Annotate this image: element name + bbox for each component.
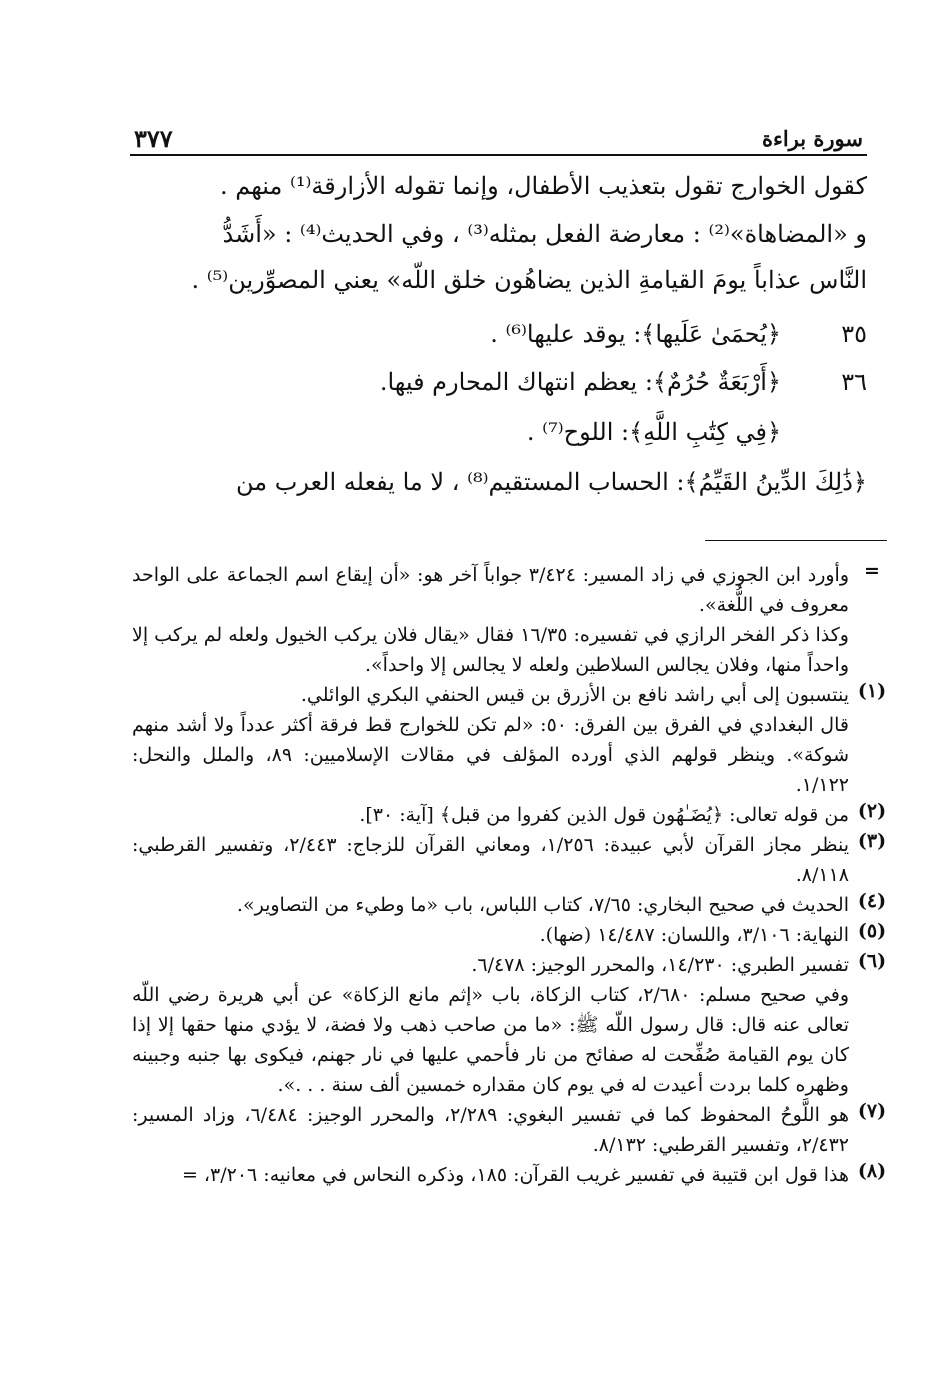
verse-gloss: ﴿فِي كِتَٰبِ اللَّهِ﴾: اللوح⁽⁷⁾ . xyxy=(526,418,781,446)
footnote-text: وفي صحيح مسلم: ٢/٦٨٠، كتاب الزكاة، باب «إثم مانع الزكاة» عن أبي هريرة رضي اللّه تعالى عنه قال: قال رسول اللّه ﷺ: «ما من صاحب ذهب ولا فضة، لا يؤدي منها حقها إلا إذا كان يوم القيامة صُفِّحت له صفائح من نار فأحمي عليها في نار جهنم، فيكوى بها جنبه وجبينه وظهره كلما بردت أعيدت له في يوم كان مقداره خمسين ألف سنة . . .». xyxy=(132,984,849,1096)
verse-gloss: ﴿ذَٰلِكَ الدِّينُ القَيِّمُ﴾: الحساب المستقيم⁽⁸⁾ ، لا ما يفعله العرب من xyxy=(236,468,867,496)
footnote-number: = xyxy=(864,560,880,582)
verse-entry xyxy=(130,320,867,360)
footnote xyxy=(132,890,889,920)
footnote-text: الحديث في صحيح البخاري: ٧/٦٥، كتاب اللباس، باب «ما وطيء من التصاوير». xyxy=(236,894,849,916)
text-line: النَّاس عذاباً يومَ القيامةِ الذين يضاهُون خلق اللّه» يعني المصوِّرين⁽⁵⁾ . xyxy=(191,266,867,294)
footnote-number: (٦) xyxy=(857,950,887,972)
verse-number: ٣٦ xyxy=(841,368,867,396)
verse-entry xyxy=(130,368,867,408)
footnote-text: تفسير الطبري: ١٤/٢٣٠، والمحرر الوجيز: ٦/٤٧٨. xyxy=(471,954,849,976)
footnote-number: (٢) xyxy=(857,800,887,822)
footnote-number: (١) xyxy=(857,680,887,702)
page-header xyxy=(130,118,867,156)
footnote-number: (٧) xyxy=(857,1100,887,1122)
footnote xyxy=(132,950,889,980)
verse-entry xyxy=(130,418,867,458)
text-line: و «المضاهاة»⁽²⁾ : معارضة الفعل بمثله⁽³⁾ ، وفي الحديث⁽⁴⁾ : «أَشَدُّ xyxy=(222,220,867,248)
page-number: ٣٧٧ xyxy=(134,124,173,153)
footnote xyxy=(132,830,889,890)
footnote-text: قال البغدادي في الفرق بين الفرق: ٥٠: «لم تكن للخوارج قط فرقة أكثر عدداً ولا أشد منهم شوكة». وينظر قولهم الذي أورده المؤلف في مقالات الإسلاميين: ٨٩، والملل والنحل: ١/١٢٢. xyxy=(132,714,849,796)
footnote xyxy=(132,620,889,680)
footnote-text: وكذا ذكر الفخر الرازي في تفسيره: ١٦/٣٥ فقال «يقال فلان يركب الخيول ولعله لم يركب إلا واحداً منها، وفلان يجالس السلاطين ولعله لا يجالس إلا واحداً». xyxy=(132,624,849,676)
footnote xyxy=(132,680,889,710)
footnote-text: النهاية: ٣/١٠٦، واللسان: ١٤/٤٨٧ (ضها). xyxy=(539,924,849,946)
footnotes xyxy=(132,560,889,1190)
footnote xyxy=(132,980,889,1100)
footnote-text: هذا قول ابن قتيبة في تفسير غريب القرآن: ١٨٥، وذكره النحاس في معانيه: ٣/٢٠٦، = xyxy=(181,1164,849,1186)
verse-number: ٣٥ xyxy=(841,320,867,348)
footnote-number: (٣) xyxy=(857,830,887,852)
verse-gloss: ﴿أَرْبَعَةٌ حُرُمٌ﴾: يعظم انتهاك المحارم فيها. xyxy=(379,368,781,396)
footnote-divider xyxy=(705,540,887,541)
footnote xyxy=(132,1100,889,1160)
footnote-text: من قوله تعالى: ﴿يُضَـٰهُون قول الذين كفروا من قبل﴾ [آية: ٣٠]. xyxy=(359,804,849,826)
text-line: كقول الخوارج تقول بتعذيب الأطفال، وإنما تقوله الأزارقة⁽¹⁾ منهم . xyxy=(219,172,867,200)
footnote-number: (٥) xyxy=(857,920,887,942)
verse-entry xyxy=(130,468,867,508)
footnote-text: ينتسبون إلى أبي راشد نافع بن الأزرق بن قيس الحنفي البكري الوائلي. xyxy=(300,684,849,706)
footnote xyxy=(132,800,889,830)
surah-title: سورة براءة xyxy=(761,126,863,151)
verse-gloss: ﴿يُحمَىٰ عَلَيها﴾: يوقد عليها⁽⁶⁾ . xyxy=(490,320,781,348)
footnote-text: وأورد ابن الجوزي في زاد المسير: ٣/٤٢٤ جواباً آخر هو: «أن إيقاع اسم الجماعة على الواحد معروف في اللُّغة». xyxy=(132,564,849,616)
footnote-text: ينظر مجاز القرآن لأبي عبيدة: ١/٢٥٦، ومعاني القرآن للزجاج: ٢/٤٤٣، وتفسير القرطبي: ٨/١١٨. xyxy=(132,834,849,886)
footnote xyxy=(132,1160,889,1190)
footnote xyxy=(132,920,889,950)
footnote xyxy=(132,710,889,800)
footnote xyxy=(132,560,889,620)
footnote-text: هو اللَّوحُ المحفوظ كما في تفسير البغوي: ٢/٢٨٩، والمحرر الوجيز: ٦/٤٨٤، وزاد المسير: ٢/٤٣٢، وتفسير القرطبي: ٨/١٣٢. xyxy=(132,1104,849,1156)
footnote-number: (٤) xyxy=(857,890,887,912)
footnote-number: (٨) xyxy=(857,1160,887,1182)
